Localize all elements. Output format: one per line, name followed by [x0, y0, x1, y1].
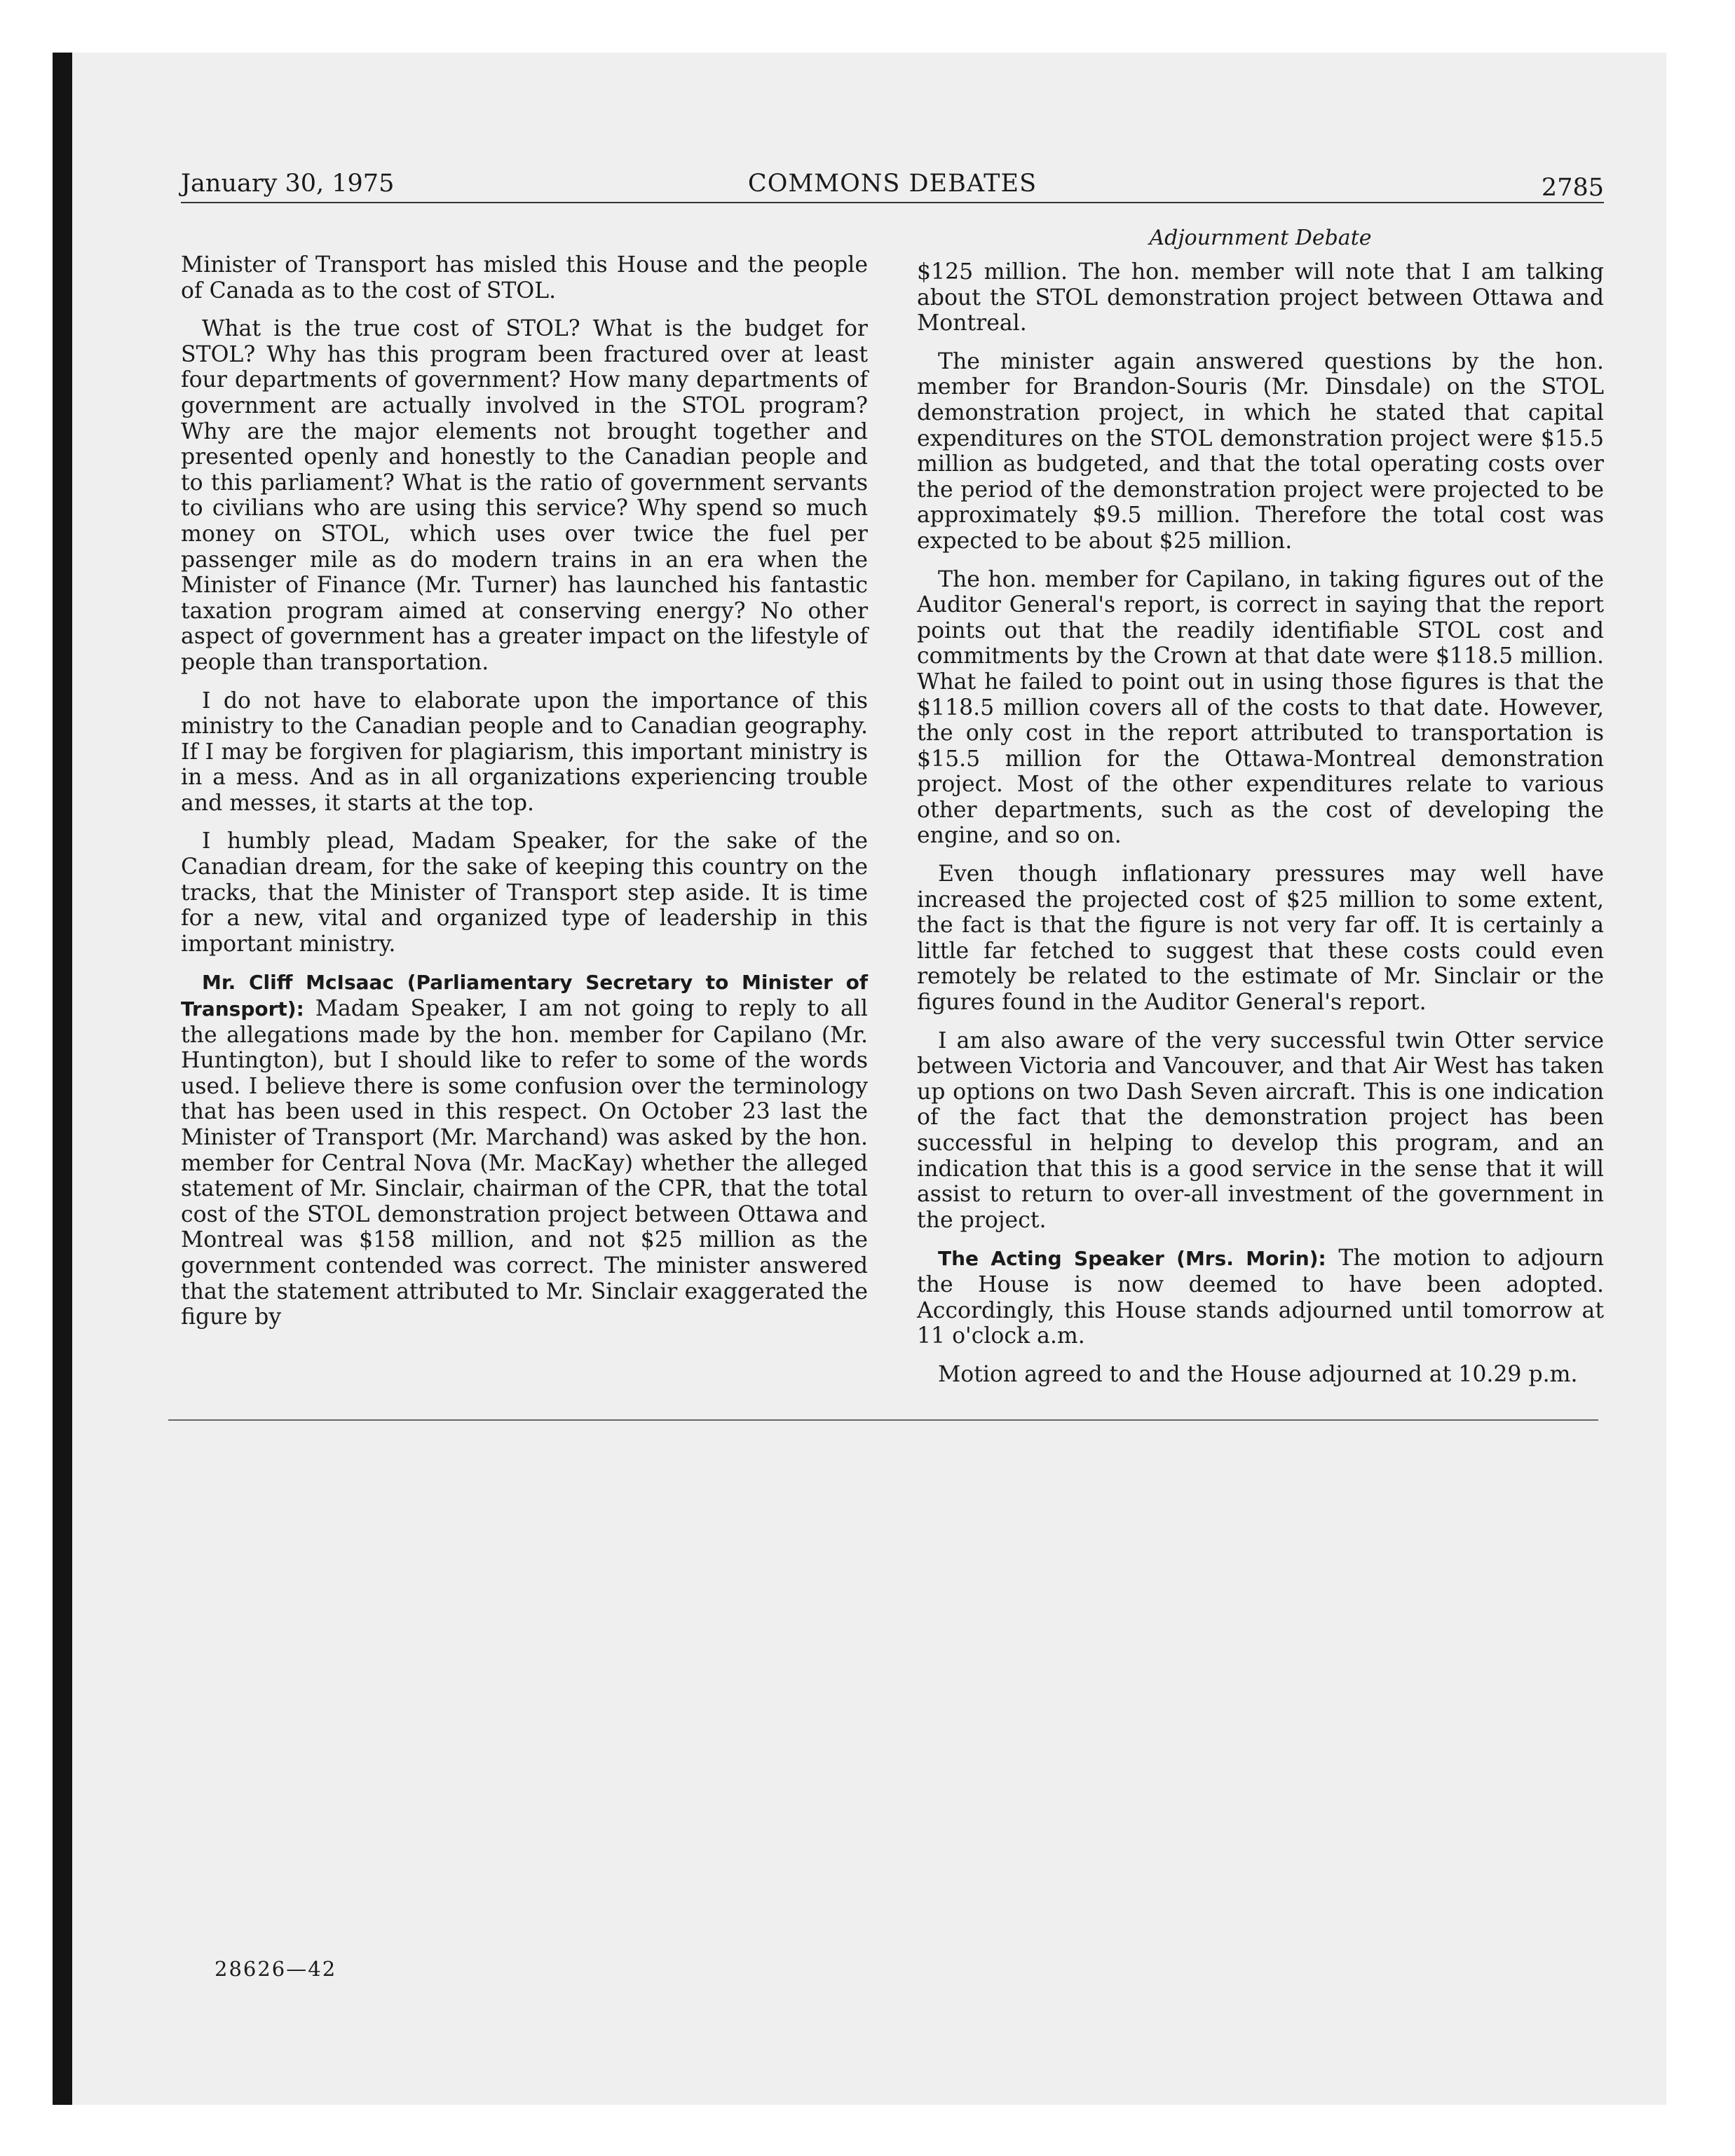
section-title: Adjournment Debate [1149, 226, 1372, 250]
speaker-name: The Acting Speaker (Mrs. Morin): [938, 1247, 1326, 1271]
paragraph: I humbly plead, Madam Speaker, for the sake of the Canadian dream, for the sake of keeping this country on the tracks, that the Minister of Transport step aside. It is time for a new, vital and organized type of leadership in this important ministry. [181, 828, 868, 957]
paragraph: Motion agreed to and the House adjourned at 10.29 p.m. [938, 1361, 1578, 1387]
paragraph [181, 969, 868, 1330]
paragraph [917, 1246, 1604, 1349]
paragraph: The hon. member for Capilano, in taking figures out of the Auditor General's report, is correct in saying that the report points out that the readily identifiable STOL cost and commitments by the Crown at that date were $118.5 million. What he failed to point out in using those figures is that the $118.5 million covers all of the costs to that date. However, the only cost in the report attributed to transportation is $15.5 million for the Ottawa-Montreal demonstration project. Most of the other expenditures relate to various other departments, such as the cost of developing the engine, and so on. [917, 566, 1604, 849]
paragraph: Minister of Transport has misled this House and the people of Canada as to the cost of STOL. [181, 252, 868, 303]
right-column [917, 259, 1604, 1400]
footer-code: 28626—42 [215, 1957, 337, 1981]
paragraph: Even though inflationary pressures may well have increased the projected cost of $25 million to some extent, the fact is that the figure is not very far off. It is certainly a little far fetched to suggest that these costs could even remotely be related to the estimate of Mr. Sinclair or the figures found in the Auditor General's report. [917, 861, 1604, 1016]
scan-edge [53, 53, 72, 2105]
paragraph: The minister again answered questions by the hon. member for Brandon-Souris (Mr. Dinsdale) on the STOL demonstration project, in which he stated that capital expenditures on the STOL demonstration project were $15.5 million as budgeted, and that the total operating costs over the period of the demonstration project were projected to be approximately $9.5 million. Therefore the total cost was expected to be about $25 million. [917, 348, 1604, 554]
page-header [181, 160, 1604, 203]
paragraph: I am also aware of the very successful twin Otter service between Victoria and Vancouver, and that Air West has taken up options on two Dash Seven aircraft. This is one indication of the fact that the demonstration project has been successful in helping to develop this program, and an indication that this is a good service in the sense that it will assist to return to over-all investment of the government in the project. [917, 1028, 1604, 1233]
speech-text: The motion to adjourn the House is now deemed to have been adopted. Accordingly, this House stands adjourned until tomorrow at 11 o'clock a.m. [917, 1246, 1604, 1349]
end-rule [168, 1419, 1598, 1421]
header-journal-title: COMMONS DEBATES [747, 170, 1037, 198]
header-date: January 30, 1975 [181, 170, 395, 198]
paragraph: What is the true cost of STOL? What is the budget for STOL? Why has this program been fractured over at least four departments of government? How many departments of government are actually involved in the STOL program? Why are the major elements not brought together and presented openly and honestly to the Canadian people and to this parliament? What is the ratio of government servants to civilians who are using this service? Why spend so much money on STOL, which uses over twice the fuel per passenger mile as do modern trains in an era when the Minister of Finance (Mr. Turner) has launched his fantastic taxation program aimed at conserving energy? No other aspect of government has a greater impact on the lifestyle of people than transportation. [181, 316, 868, 675]
left-column [181, 252, 868, 1343]
speaker-name: Mr. Cliff McIsaac (Parliamentary Secretary to Minister of Transport): [181, 971, 868, 1021]
paragraph: I do not have to elaborate upon the importance of this ministry to the Canadian people and to Canadian geography. If I may be forgiven for plagiarism, this important ministry is in a mess. And as in all organizations experiencing trouble and messes, it starts at the top. [181, 688, 868, 816]
speech-text: Madam Speaker, I am not going to reply to all the allegations made by the hon. member for Capilano (Mr. Huntington), but I should like to refer to some of the words used. I believe there is some confusion over the terminology that has been used in this respect. On October 23 last the Minister of Transport (Mr. Marchand) was asked by the hon. member for Central Nova (Mr. MacKay) whether the alleged statement of Mr. Sinclair, chairman of the CPR, that the total cost of the STOL demonstration project between Ottawa and Montreal was $158 million, and not $25 million as the government contended was correct. The minister answered that the statement attributed to Mr. Sinclair exaggerated the figure by [181, 996, 868, 1330]
paragraph: $125 million. The hon. member will note that I am talking about the STOL demonstration project between Ottawa and Montreal. [917, 259, 1604, 336]
header-page-number: 2785 [1541, 174, 1604, 202]
